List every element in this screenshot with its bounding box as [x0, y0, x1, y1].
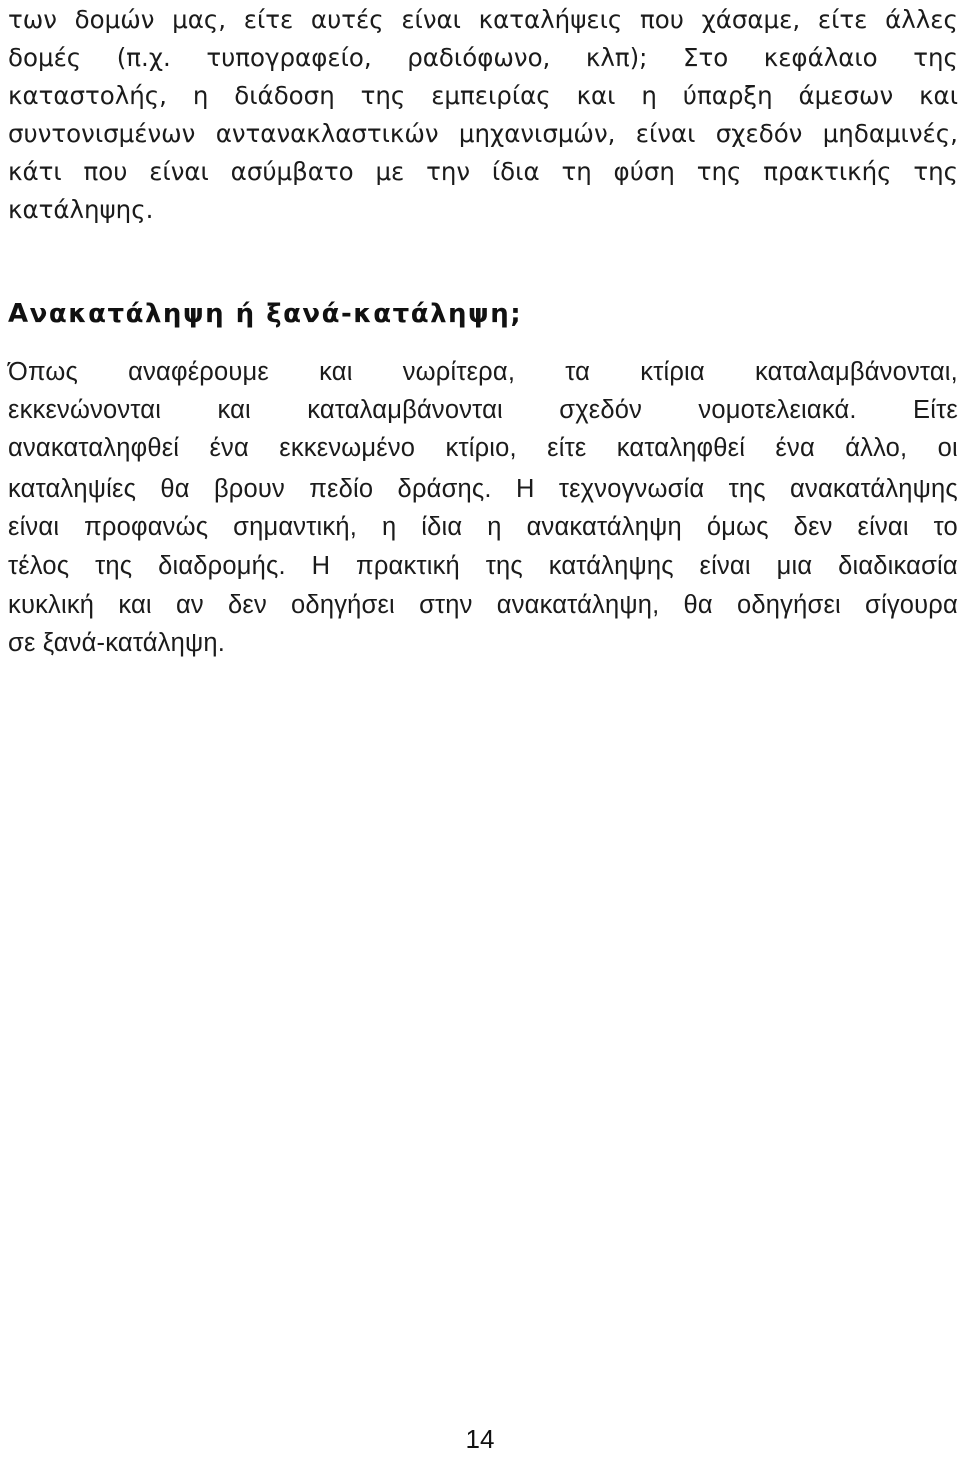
word: βρουν [213, 475, 285, 503]
word: κλπ); [585, 43, 648, 72]
word: που [639, 5, 684, 34]
word: (π.χ. [116, 43, 171, 72]
page-number: 14 [465, 1424, 495, 1454]
word: καταλαμβάνονται, [755, 358, 958, 386]
paragraph-1-line [8, 38, 958, 78]
word: μας, [172, 5, 227, 34]
word: ίδια [421, 513, 463, 541]
word: ύπαρξη [682, 81, 773, 110]
word: συντονισμένων [8, 119, 196, 148]
word: πρακτικής [763, 157, 892, 186]
word: τη [561, 157, 592, 186]
paragraph-2-line [8, 428, 958, 468]
word: εμπειρίας [431, 81, 551, 110]
word: που [83, 157, 128, 186]
word: κτίριο, [445, 434, 517, 462]
word: τα [565, 358, 591, 386]
paragraph-2-line [8, 546, 958, 586]
word: Η [515, 475, 535, 503]
word: δεν [227, 591, 267, 619]
word: η [487, 513, 502, 541]
word: Στο [682, 43, 729, 72]
word: προφανώς [84, 513, 209, 541]
word: άλλες [885, 5, 958, 34]
word: δράσης. [397, 475, 492, 503]
word: της [913, 43, 958, 72]
word: Όπως [8, 358, 78, 386]
word: ένα [775, 434, 815, 462]
word: νομοτελειακά. [698, 396, 857, 424]
word: κυκλική [8, 591, 95, 619]
word: και [217, 396, 251, 424]
word: εκκενώνονται [8, 396, 162, 424]
word: δομών [74, 5, 155, 34]
paragraph-2-line [8, 469, 958, 509]
word: ασύμβατο [230, 157, 354, 186]
paragraph-2-line [8, 390, 958, 430]
word: της [696, 157, 742, 186]
word: καταληφθεί [616, 434, 746, 462]
word: αναφέρουμε [128, 358, 269, 386]
word: Η [311, 552, 331, 580]
word: και [576, 81, 616, 110]
paragraph-2-line [8, 585, 958, 625]
word: είναι [699, 552, 751, 580]
word: αν [175, 591, 204, 619]
word: ανακατάληψη [526, 513, 682, 541]
word: εκκενωμένο [279, 434, 416, 462]
word: διαδρομής. [158, 552, 286, 580]
word: Είτε [913, 396, 958, 424]
word: ανακατάληψη, [496, 591, 660, 619]
word: μηχανισμών, [458, 119, 616, 148]
word: αντανακλαστικών [215, 119, 439, 148]
word: η [641, 81, 657, 110]
word: νωρίτερα, [402, 358, 516, 386]
word: το [933, 513, 958, 541]
word: και [919, 81, 958, 110]
paragraph-1-line [8, 114, 958, 154]
word: κατάληψης [548, 552, 674, 580]
word: και [118, 591, 152, 619]
word: οδηγήσει [291, 591, 395, 619]
word: οδηγήσει [737, 591, 841, 619]
word: δομές [8, 43, 82, 72]
word: είτε [547, 434, 587, 462]
word: διάδοση [234, 81, 335, 110]
paragraph-2-line [8, 352, 958, 392]
paragraph-2-line: σε ξανά-κατάληψη. [8, 629, 226, 657]
word: τεχνογνωσία [558, 475, 705, 503]
word: την [426, 157, 471, 186]
word: της [95, 552, 133, 580]
word: μια [776, 552, 813, 580]
word: ένα [209, 434, 249, 462]
word: μηδαμινές, [822, 119, 958, 148]
word: η [192, 81, 209, 110]
word: ανακαταληφθεί [8, 434, 180, 462]
word: σίγουρα [865, 591, 958, 619]
word: είναι [401, 5, 461, 34]
word: τέλος [8, 552, 70, 580]
word: δεν [793, 513, 833, 541]
word: ραδιόφωνο, [407, 43, 551, 72]
word: τυπογραφείο, [206, 43, 372, 72]
word: ίδια [491, 157, 540, 186]
paragraph-1-line [8, 0, 958, 40]
word: άλλο, [845, 434, 908, 462]
word: θα [160, 475, 190, 503]
word: και [319, 358, 353, 386]
word: οι [937, 434, 958, 462]
word: της [913, 157, 958, 186]
word: όμως [706, 513, 769, 541]
paragraph-1-line: κατάληψης. [8, 195, 154, 224]
word: των [8, 5, 57, 34]
word: κτίρια [640, 358, 705, 386]
word: είναι [635, 119, 696, 148]
word: είναι [8, 513, 60, 541]
word: της [728, 475, 766, 503]
word: της [360, 81, 406, 110]
word: καταληψίες [8, 475, 137, 503]
word: κεφάλαιο [763, 43, 878, 72]
word: άμεσων [798, 81, 894, 110]
word: σχεδόν [715, 119, 803, 148]
section-heading: Ανακατάληψη ή ξανά-κατάληψη; [8, 299, 523, 329]
word: κάτι [8, 157, 62, 186]
word: είτε [817, 5, 868, 34]
word: διαδικασία [838, 552, 958, 580]
paragraph-2-line [8, 507, 958, 547]
word: καταστολής, [8, 81, 167, 110]
paragraph-1-line [8, 152, 958, 192]
word: θα [683, 591, 713, 619]
word: πρακτική [356, 552, 460, 580]
word: της [485, 552, 523, 580]
word: είναι [149, 157, 209, 186]
word: πεδίο [309, 475, 374, 503]
word: η [381, 513, 397, 541]
word: καταλαμβάνονται [307, 396, 503, 424]
word: στην [419, 591, 473, 619]
word: είναι [857, 513, 909, 541]
word: σημαντική, [233, 513, 358, 541]
word: με [375, 157, 405, 186]
word: είτε [243, 5, 294, 34]
word: καταλήψεις [478, 5, 623, 34]
word: φύση [613, 157, 675, 186]
word: αυτές [310, 5, 384, 34]
word: ανακατάληψης [790, 475, 958, 503]
word: χάσαμε, [701, 5, 801, 34]
paragraph-1-line [8, 76, 958, 116]
word: σχεδόν [559, 396, 643, 424]
